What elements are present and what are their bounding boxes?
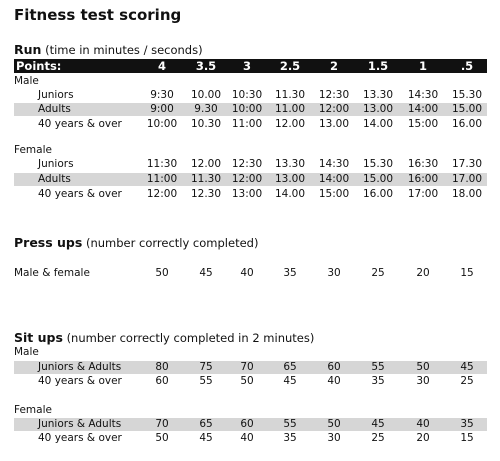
cell: 40	[416, 418, 430, 430]
cell: 35	[371, 375, 385, 387]
cell: 60	[155, 375, 169, 387]
table-row	[14, 158, 487, 171]
cell: 11.00	[274, 103, 306, 115]
cell: 11:30	[146, 158, 178, 170]
cell: 15	[460, 267, 474, 279]
cell: 15.00	[451, 103, 483, 115]
cell: 15:00	[318, 188, 350, 200]
cell: 15:00	[407, 118, 439, 130]
cell: 15.30	[362, 158, 394, 170]
row-name: Juniors & Adults	[38, 418, 122, 430]
cell: 13.00	[274, 173, 306, 185]
run-heading	[14, 42, 203, 57]
row-name: Adults	[38, 173, 71, 185]
sit-ups-heading-title: Sit ups	[14, 330, 63, 345]
cell: 70	[155, 418, 169, 430]
cell: 70	[240, 361, 254, 373]
cell: 12.30	[190, 188, 222, 200]
cell: 65	[283, 361, 297, 373]
cell: 75	[199, 361, 213, 373]
cell: 11:00	[231, 118, 263, 130]
points-value: 3	[242, 59, 251, 73]
cell: 12:30	[318, 89, 350, 101]
cell: 13.00	[318, 118, 350, 130]
row-name: Male & female	[14, 267, 90, 279]
press-ups-heading-title: Press ups	[14, 235, 83, 250]
cell: 60	[327, 361, 341, 373]
row-name: 40 years & over	[38, 118, 122, 130]
cell: 14.00	[362, 118, 394, 130]
cell: 50	[416, 361, 430, 373]
cell: 12.00	[274, 118, 306, 130]
run-male-label: Male	[14, 75, 39, 87]
cell: 13.30	[274, 158, 306, 170]
row-name: 40 years & over	[38, 188, 122, 200]
row-name: 40 years & over	[38, 432, 122, 444]
cell: 13.30	[362, 89, 394, 101]
sit-ups-male-label: Male	[14, 346, 39, 358]
cell: 15	[460, 432, 474, 444]
cell: 50	[240, 375, 254, 387]
cell: 55	[199, 375, 213, 387]
table-row	[14, 173, 487, 186]
points-header-row	[14, 59, 487, 73]
cell: 14:30	[407, 89, 439, 101]
table-row	[14, 361, 487, 374]
cell: 9:00	[150, 103, 174, 115]
cell: 10.00	[190, 89, 222, 101]
cell: 12:00	[146, 188, 178, 200]
row-name: Adults	[38, 103, 71, 115]
cell: 45	[371, 418, 385, 430]
cell: 35	[283, 432, 297, 444]
row-name: Juniors	[38, 89, 74, 101]
table-row	[14, 188, 487, 201]
cell: 12.00	[190, 158, 222, 170]
row-name: 40 years & over	[38, 375, 122, 387]
points-value: .5	[460, 59, 474, 73]
cell: 80	[155, 361, 169, 373]
cell: 35	[460, 418, 474, 430]
cell: 30	[327, 432, 341, 444]
cell: 14:00	[318, 173, 350, 185]
points-value: 2	[329, 59, 338, 73]
cell: 40	[240, 267, 254, 279]
cell: 14:00	[407, 103, 439, 115]
cell: 50	[155, 432, 169, 444]
cell: 40	[327, 375, 341, 387]
table-row	[14, 89, 487, 102]
table-row	[14, 375, 487, 388]
sit-ups-female-label: Female	[14, 404, 52, 416]
page-title: Fitness test scoring	[14, 6, 182, 24]
run-heading-title: Run	[14, 42, 42, 57]
cell: 55	[371, 361, 385, 373]
table-row	[14, 118, 487, 131]
cell: 50	[327, 418, 341, 430]
cell: 14.00	[274, 188, 306, 200]
cell: 45	[460, 361, 474, 373]
cell: 16.00	[451, 118, 483, 130]
cell: 10.30	[190, 118, 222, 130]
table-row	[14, 432, 487, 445]
press-ups-heading	[14, 235, 258, 250]
cell: 14:30	[318, 158, 350, 170]
cell: 65	[199, 418, 213, 430]
cell: 45	[283, 375, 297, 387]
points-value: 2.5	[279, 59, 301, 73]
cell: 11.30	[274, 89, 306, 101]
press-ups-heading-note: (number correctly completed)	[85, 236, 259, 250]
cell: 30	[416, 375, 430, 387]
cell: 35	[283, 267, 297, 279]
cell: 17:00	[407, 188, 439, 200]
cell: 25	[371, 267, 385, 279]
cell: 55	[283, 418, 297, 430]
cell: 12:00	[318, 103, 350, 115]
row-name: Juniors	[38, 158, 74, 170]
cell: 20	[416, 432, 430, 444]
cell: 16.00	[362, 188, 394, 200]
cell: 40	[240, 432, 254, 444]
cell: 16:30	[407, 158, 439, 170]
cell: 15.00	[362, 173, 394, 185]
cell: 11:00	[146, 173, 178, 185]
cell: 9.30	[194, 103, 218, 115]
sit-ups-heading	[14, 330, 314, 345]
cell: 25	[371, 432, 385, 444]
cell: 18.00	[451, 188, 483, 200]
run-female-label: Female	[14, 144, 52, 156]
cell: 10:00	[146, 118, 178, 130]
cell: 10:30	[231, 89, 263, 101]
cell: 12:30	[231, 158, 263, 170]
cell: 50	[155, 267, 169, 279]
cell: 60	[240, 418, 254, 430]
points-value: 1	[418, 59, 427, 73]
cell: 11.30	[190, 173, 222, 185]
table-row	[14, 267, 487, 280]
run-heading-note: (time in minutes / seconds)	[45, 43, 203, 57]
cell: 13.00	[362, 103, 394, 115]
cell: 15.30	[451, 89, 483, 101]
cell: 45	[199, 267, 213, 279]
cell: 45	[199, 432, 213, 444]
cell: 17.00	[451, 173, 483, 185]
points-value: 4	[157, 59, 166, 73]
cell: 10:00	[231, 103, 263, 115]
cell: 13:00	[231, 188, 263, 200]
table-row	[14, 103, 487, 116]
cell: 16:00	[407, 173, 439, 185]
points-label: Points:	[16, 59, 62, 73]
cell: 30	[327, 267, 341, 279]
sit-ups-heading-note: (number correctly completed in 2 minutes)	[66, 331, 315, 345]
points-value: 1.5	[367, 59, 389, 73]
cell: 9:30	[150, 89, 174, 101]
row-name: Juniors & Adults	[38, 361, 122, 373]
points-value: 3.5	[195, 59, 217, 73]
cell: 20	[416, 267, 430, 279]
table-row	[14, 418, 487, 431]
cell: 25	[460, 375, 474, 387]
cell: 12:00	[231, 173, 263, 185]
cell: 17.30	[451, 158, 483, 170]
